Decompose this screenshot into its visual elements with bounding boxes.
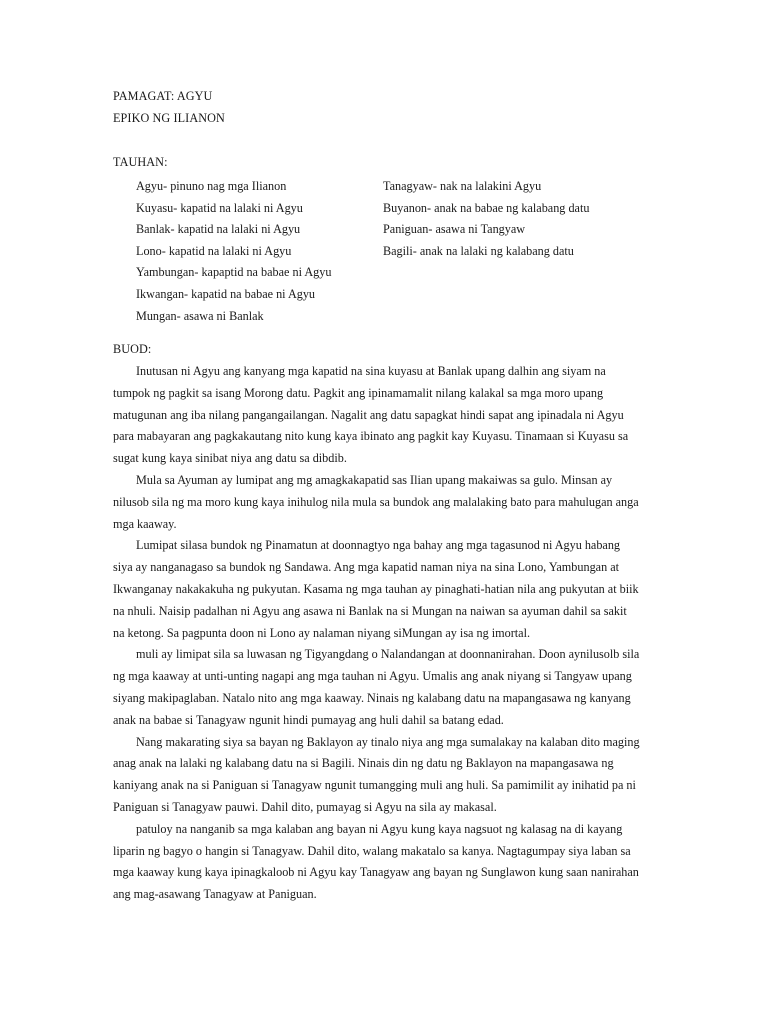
summary-line: muli ay limipat sila sa luwasan ng Tigyangdang o Nalandangan at doonnanirahan. Doon aynilusolb sila — [136, 647, 640, 662]
summary-line: anag anak na lalaki ng kalabang datu na si Bagili. Ninais din ng datu ng Baklayon na mapangasawa ng — [113, 756, 614, 771]
summary-line: ang mag-asawang Tanagyaw at Paniguan. — [113, 887, 317, 902]
character-entry: Paniguan- asawa ni Tangyaw — [383, 222, 526, 237]
character-entry: Banlak- kapatid na lalaki ni Agyu — [136, 222, 301, 237]
summary-line: mga kaaway. — [113, 516, 177, 531]
summary-line: patuloy na nanganib sa mga kalaban ang bayan ni Agyu kung kaya nagsuot ng kalasag na di kayang — [136, 821, 623, 836]
summary-line: Nang makarating siya sa bayan ng Baklayon ay tinalo niya ang mga sumalakay na kalaban dito maging — [136, 734, 640, 749]
summary-body — [113, 361, 653, 906]
summary-line: na ketong. Sa pagpunta doon ni Lono ay nalaman niyang siMungan ay isa ng imortal. — [113, 625, 530, 640]
character-entry: Kuyasu- kapatid na lalaki ni Agyu — [136, 200, 303, 215]
summary-line: Paniguan si Tanagyaw pauwi. Dahil dito, pumayag si Agyu na sila ay makasal. — [113, 799, 497, 814]
summary-line: Ikwanganay nakakakuha ng pukyutan. Kasama ng mga tauhan ay pinaghati-hatian nila ang pukyutan at biik — [113, 581, 639, 596]
summary-line: siyang makipaglaban. Natalo nito ang mga kaaway. Ninais ng kalabang datu na mapangasawa ng kanyang — [113, 690, 631, 705]
summary-line: liparin ng bagyo o hangin si Tanagyaw. Dahil dito, walang makatalo sa kanya. Nagtagumpay siya laban sa — [113, 843, 631, 858]
character-entry: Bagili- anak na lalaki ng kalabang datu — [383, 243, 574, 258]
summary-line: para mabayaran ang pagkakautang nito kung kaya ibinato ang pagkit kay Kuyasu. Tinamaan si Kuyasu sa — [113, 429, 629, 444]
character-entry: Agyu- pinuno nag mga Ilianon — [136, 179, 287, 193]
summary-line: matugunan ang iba nilang pangangailangan. Nagalit ang datu sapagkat hindi sapat ang ipinadala ni Agyu — [113, 407, 624, 422]
character-entry: Yambungan- kapaptid na babae ni Agyu — [136, 265, 332, 280]
document-title: PAMAGAT: AGYU — [113, 89, 213, 103]
character-entry: Mungan- asawa ni Banlak — [136, 308, 264, 323]
summary-line: nilusob sila ng ma moro kung kaya inihulog nila mula sa bundok ang malalaking bato para mahulugan anga — [113, 494, 639, 509]
summary-line: ng mga kaaway at unti-unting nagapi ang mga tauhan ni Agyu. Umalis ang anak niyang si Tangyaw upang — [113, 669, 632, 684]
summary-line: na nhuli. Naisip padalhan ni Agyu ang asawa ni Banlak na si Mungan na naiwan sa ayuman dahil sa sakit — [113, 603, 627, 618]
character-entry: Buyanon- anak na babae ng kalabang datu — [383, 200, 590, 215]
character-entry: Tanagyaw- nak na lalakini Agyu — [383, 179, 542, 193]
characters-list-right — [383, 176, 589, 262]
document-subtitle: EPIKO NG ILIANON — [113, 111, 225, 125]
summary-line: anak na babae si Tanagyaw ngunit hindi pumayag ang huli dahil sa batang edad. — [113, 712, 504, 727]
summary-line: siya ay nanganagaso sa bundok ng Sandawa. Ang mga kapatid naman niya na sina Lono, Yambungan at — [113, 560, 620, 575]
summary-line: Inutusan ni Agyu ang kanyang mga kapatid na sina kuyasu at Banlak upang dalhin ang siyam na — [136, 364, 606, 378]
summary-line: sugat kung kaya sinibat niya ang datu sa dibdib. — [113, 451, 347, 466]
character-entry: Ikwangan- kapatid na babae ni Agyu — [136, 286, 316, 301]
summary-line: kaniyang anak na si Paniguan si Tanagyaw ngunit tumangging muli ang huli. Sa pamimilit ay inihatid pa ni — [113, 778, 636, 793]
summary-line: mga kaaway kung kaya ipinagkaloob ni Agyu kay Tanagyaw ang bayan ng Sunglawon kung saan nanirahan — [113, 865, 639, 880]
characters-heading: TAUHAN: — [113, 155, 168, 169]
summary-line: Mula sa Ayuman ay lumipat ang mg amagkakapatid sas Ilian upang makaiwas sa gulo. Minsan ay — [136, 472, 613, 487]
summary-line: Lumipat silasa bundok ng Pinamatun at doonnagtyo nga bahay ang mga tagasunod ni Agyu habang — [136, 538, 621, 553]
character-entry: Lono- kapatid na lalaki ni Agyu — [136, 243, 292, 258]
summary-heading: BUOD: — [113, 342, 152, 356]
characters-list-left — [136, 176, 331, 327]
summary-line: tumpok ng pagkit sa isang Morong datu. Pagkit ang ipinamamalit nilang kalakal sa mga moro upang — [113, 385, 604, 400]
